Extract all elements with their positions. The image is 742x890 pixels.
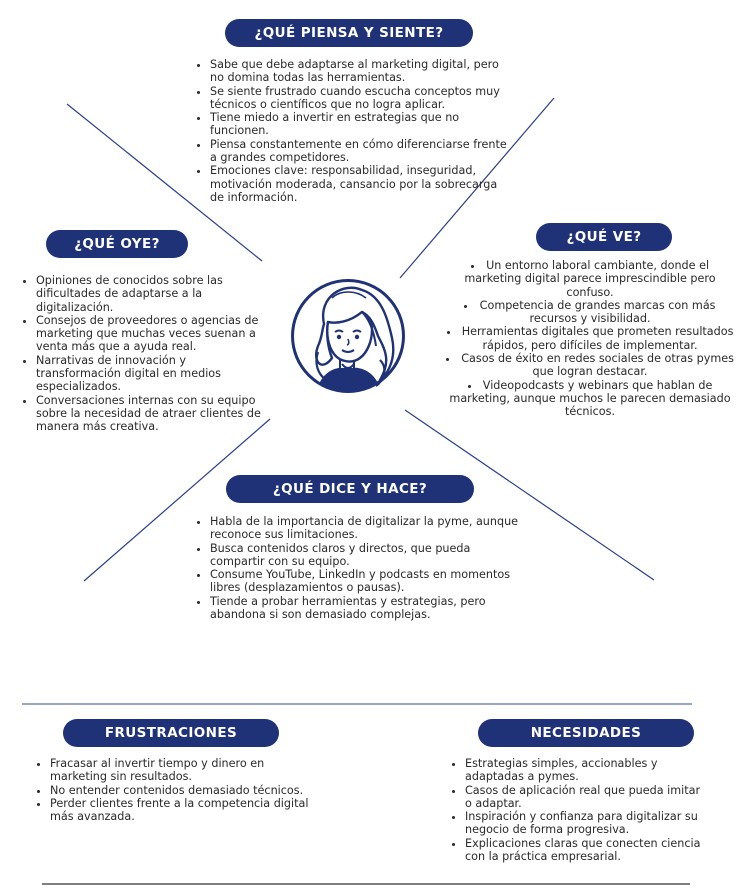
list-item: • Consejos de proveedores o agencias de marketing que muchas veces suenan a venta más que a ayuda real. [36, 314, 268, 354]
list-item: • Herramientas digitales que prometen resultados rápidos, pero difíciles de implementar. [444, 325, 736, 352]
frustraciones-title: FRUSTRACIONES [63, 719, 279, 747]
piensa-title: ¿QUÉ PIENSA Y SIENTE? [225, 19, 473, 47]
list-item: • Busca contenidos claros y directos, que pueda compartir con su equipo. [210, 542, 528, 569]
piensa-list [197, 58, 512, 204]
dice-list [197, 515, 528, 621]
oye-title: ¿QUÉ OYE? [46, 230, 188, 258]
oye-list [23, 274, 268, 434]
list-item: • Piensa constantemente en cómo diferenciarse frente a grandes competidores. [210, 138, 512, 165]
list-item: • Estrategias simples, accionables y adaptadas a pymes. [465, 757, 709, 784]
list-item: • Consume YouTube, LinkedIn y podcasts en momentos libres (desplazamientos o pausas). [210, 568, 528, 595]
list-item: • Un entorno laboral cambiante, donde el marketing digital parece imprescindible pero confuso. [444, 259, 736, 299]
ve-title: ¿QUÉ VE? [536, 223, 672, 251]
list-item: • Fracasar al invertir tiempo y dinero en marketing sin resultados. [50, 757, 312, 784]
necesidades-list [452, 757, 709, 863]
list-item: • Conversaciones internas con su equipo sobre la necesidad de atraer clientes de manera más creativa. [36, 394, 268, 434]
list-item: • Explicaciones claras que conecten ciencia con la práctica empresarial. [465, 837, 709, 864]
list-item: • Opiniones de conocidos sobre las dificultades de adaptarse a la digitalización. [36, 274, 268, 314]
dice-title: ¿QUÉ DICE Y HACE? [226, 475, 474, 503]
list-item: • Inspiración y confianza para digitalizar su negocio de forma progresiva. [465, 810, 709, 837]
list-item: • Competencia de grandes marcas con más recursos y visibilidad. [444, 299, 736, 326]
list-item: • Narrativas de innovación y transformación digital en medios especializados. [36, 354, 268, 394]
list-item: • Sabe que debe adaptarse al marketing digital, pero no domina todas las herramientas. [210, 58, 512, 85]
list-item: • Tiende a probar herramientas y estrategias, pero abandona si son demasiado complejas. [210, 595, 528, 622]
frustraciones-list [37, 757, 312, 823]
list-item: • Casos de éxito en redes sociales de otras pymes que logran destacar. [444, 352, 736, 379]
list-item: • Se siente frustrado cuando escucha conceptos muy técnicos o científicos que no logra aplicar. [210, 85, 512, 112]
list-item: • Emociones clave: responsabilidad, inseguridad, motivación moderada, cansancio por la sobrecarga de información. [210, 164, 512, 204]
list-item: • Videopodcasts y webinars que hablan de marketing, aunque muchos le parecen demasiado técnicos. [444, 379, 736, 419]
avatar [288, 276, 408, 396]
list-item: • No entender contenidos demasiado técnicos. [50, 784, 312, 797]
list-item: • Perder clientes frente a la competencia digital más avanzada. [50, 797, 312, 824]
list-item: • Casos de aplicación real que pueda imitar o adaptar. [465, 784, 709, 811]
ve-list [444, 259, 736, 419]
woman-avatar-icon [288, 276, 408, 396]
list-item: • Habla de la importancia de digitalizar la pyme, aunque reconoce sus limitaciones. [210, 515, 528, 542]
necesidades-title: NECESIDADES [478, 719, 694, 747]
list-item: • Tiene miedo a invertir en estrategias que no funcionen. [210, 111, 512, 138]
